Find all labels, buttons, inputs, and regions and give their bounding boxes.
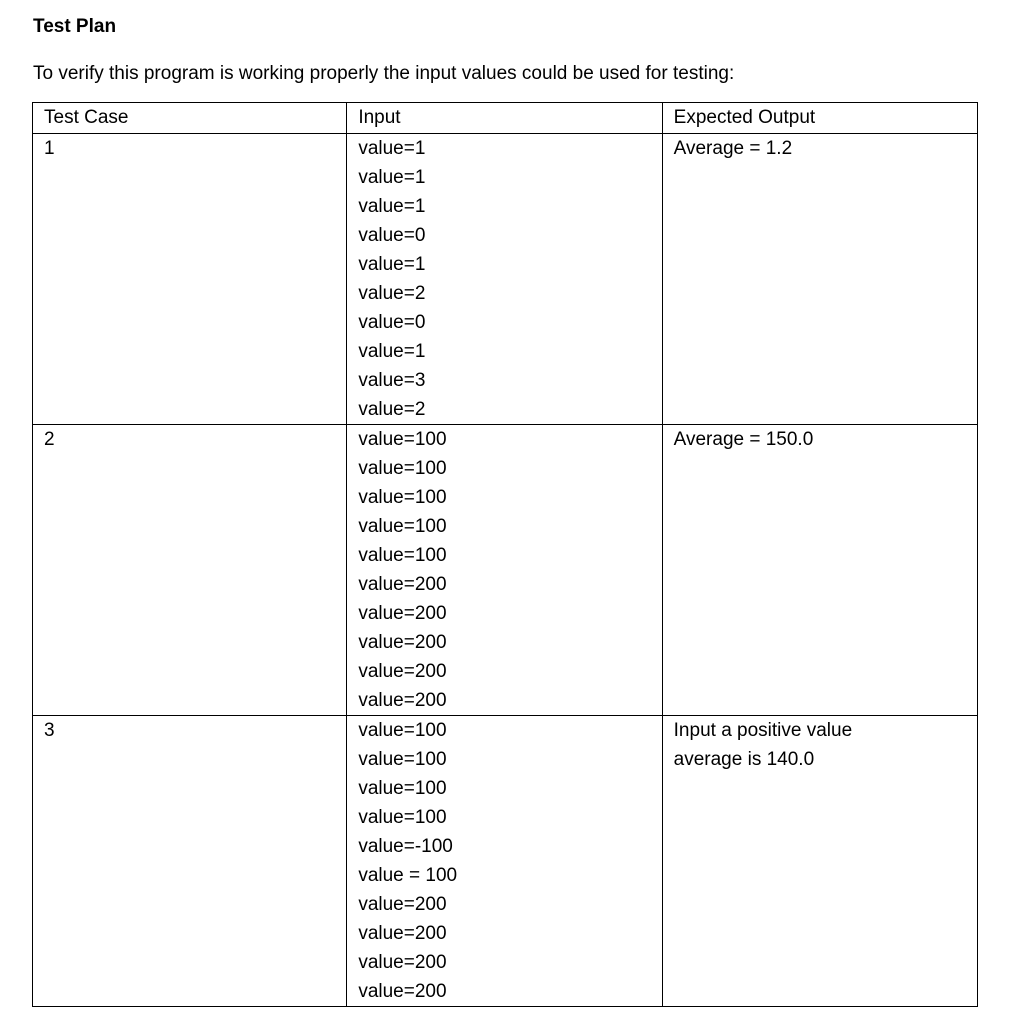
input-value: value=100 bbox=[358, 458, 447, 479]
expected-output-cell bbox=[662, 134, 977, 425]
input-value: value=3 bbox=[358, 370, 426, 391]
table-header-row bbox=[33, 103, 978, 134]
page-title: Test Plan bbox=[33, 16, 117, 37]
input-value: value=200 bbox=[358, 661, 447, 682]
table-body bbox=[33, 134, 978, 1007]
table-row bbox=[33, 134, 978, 425]
header-test-case: Test Case bbox=[33, 103, 347, 134]
input-value: value=1 bbox=[358, 196, 426, 217]
input-value: value=100 bbox=[358, 487, 447, 508]
input-value: value=100 bbox=[358, 516, 447, 537]
input-value: value=100 bbox=[358, 749, 447, 770]
input-value: value=200 bbox=[358, 690, 447, 711]
input-value: value=100 bbox=[358, 429, 447, 450]
input-value: value=1 bbox=[358, 167, 426, 188]
input-value: value=200 bbox=[358, 574, 447, 595]
input-cell bbox=[347, 425, 662, 716]
test-case-number: 2 bbox=[44, 429, 55, 450]
input-cell bbox=[347, 134, 662, 425]
input-value: value=200 bbox=[358, 952, 447, 973]
test-plan-table bbox=[32, 102, 978, 1007]
expected-output-cell bbox=[662, 716, 977, 1007]
input-value: value=100 bbox=[358, 807, 447, 828]
expected-output-line: Input a positive value bbox=[673, 720, 853, 741]
intro-paragraph: To verify this program is working properly the input values could be used for testing: bbox=[33, 63, 735, 84]
header-expected-output: Expected Output bbox=[662, 103, 977, 134]
input-value: value=2 bbox=[358, 283, 426, 304]
input-value: value=200 bbox=[358, 603, 447, 624]
test-case-cell bbox=[33, 134, 347, 425]
input-cell bbox=[347, 716, 662, 1007]
input-value: value=-100 bbox=[358, 836, 453, 857]
expected-output-line: average is 140.0 bbox=[673, 749, 815, 770]
header-input: Input bbox=[347, 103, 662, 134]
input-value: value=200 bbox=[358, 632, 447, 653]
test-case-number: 1 bbox=[44, 138, 55, 159]
input-value: value=1 bbox=[358, 254, 426, 275]
input-value: value=200 bbox=[358, 894, 447, 915]
expected-output-line: Average = 150.0 bbox=[673, 429, 814, 450]
table-row bbox=[33, 425, 978, 716]
input-value: value=100 bbox=[358, 778, 447, 799]
table-row bbox=[33, 716, 978, 1007]
input-value: value=1 bbox=[358, 341, 426, 362]
expected-output-line: Average = 1.2 bbox=[673, 138, 793, 159]
input-value: value=100 bbox=[358, 545, 447, 566]
input-value: value = 100 bbox=[358, 865, 458, 886]
input-value: value=200 bbox=[358, 981, 447, 1002]
test-case-cell bbox=[33, 716, 347, 1007]
input-value: value=200 bbox=[358, 923, 447, 944]
input-value: value=2 bbox=[358, 399, 426, 420]
test-case-cell bbox=[33, 425, 347, 716]
expected-output-cell bbox=[662, 425, 977, 716]
input-value: value=0 bbox=[358, 312, 426, 333]
input-value: value=100 bbox=[358, 720, 447, 741]
input-value: value=0 bbox=[358, 225, 426, 246]
test-case-number: 3 bbox=[44, 720, 55, 741]
input-value: value=1 bbox=[358, 138, 426, 159]
